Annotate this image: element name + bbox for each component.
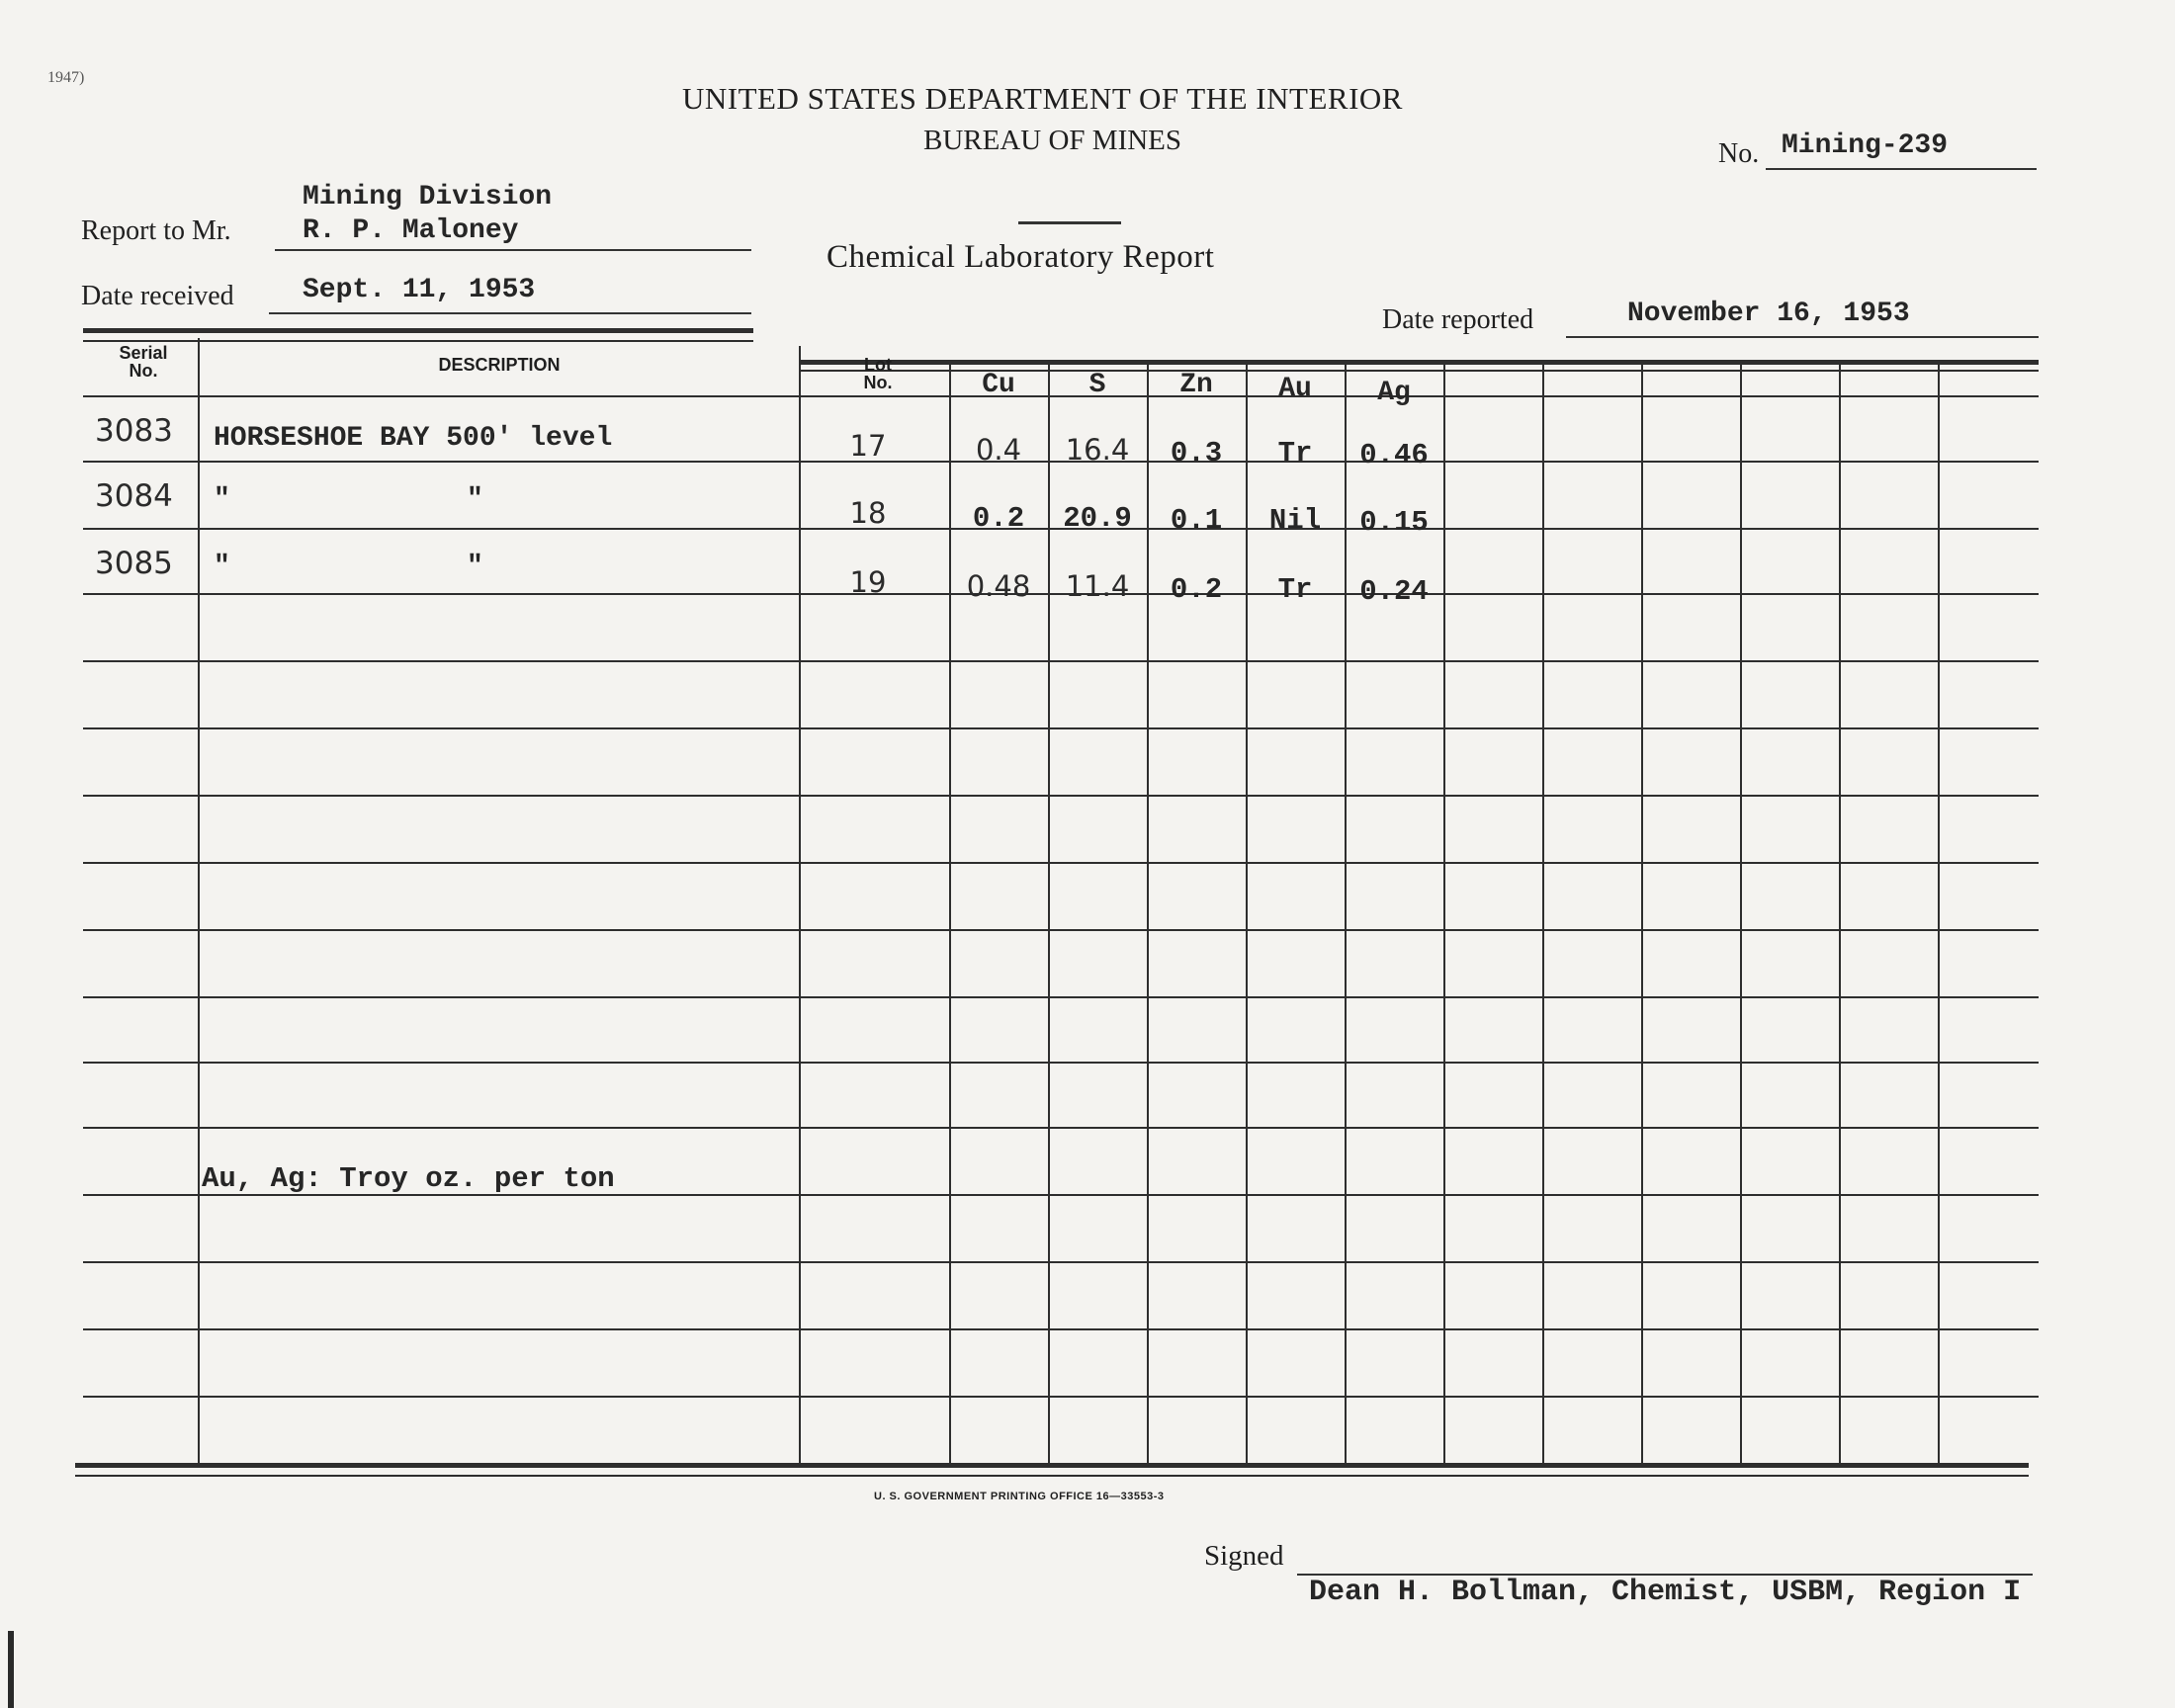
au-value: Tr (1277, 437, 1313, 470)
row-line (83, 660, 2039, 662)
report-title: Chemical Laboratory Report (826, 239, 1215, 275)
table-top-rule-left-inner (83, 340, 753, 342)
report-to-label: Report to Mr. (81, 215, 231, 246)
printing-office-imprint: U. S. GOVERNMENT PRINTING OFFICE 16—33553-3 (874, 1491, 1165, 1502)
serial-number: 3084 (95, 478, 173, 514)
serial-number: 3083 (95, 413, 173, 449)
s-value: 11.4 (1065, 569, 1130, 603)
zn-value: 0.1 (1170, 504, 1223, 537)
table-top-rule-right (801, 360, 2039, 365)
form-edition-note: 1947) (47, 69, 85, 86)
row-line (83, 727, 2039, 729)
page-edge-mark (8, 1631, 14, 1708)
row-line (83, 795, 2039, 797)
serial-header-line1: Serial (119, 343, 168, 363)
table-top-rule-left (83, 328, 753, 333)
ditto-mark: " (214, 484, 230, 515)
row-line (83, 1127, 2039, 1129)
row-line (83, 996, 2039, 998)
report-to-value: R. P. Maloney (303, 215, 519, 246)
ag-value: 0.15 (1359, 506, 1429, 539)
column-divider (1938, 360, 1940, 1465)
lot-header-line1: Lot (864, 355, 892, 375)
row-line (83, 1062, 2039, 1064)
au-header: Au (1278, 374, 1312, 404)
row-line (83, 1396, 2039, 1398)
signer-name: Dean H. Bollman, Chemist, USBM, Region I (1309, 1576, 2022, 1609)
lot-header-line2: No. (863, 373, 893, 392)
table-bottom-rule-inner (75, 1475, 2029, 1477)
s-header: S (1088, 370, 1106, 400)
au-value: Tr (1277, 573, 1313, 606)
zn-value: 0.3 (1170, 437, 1223, 470)
lot-number: 18 (849, 496, 887, 530)
report-number-label: No. (1718, 138, 1760, 169)
column-divider (198, 338, 200, 1465)
column-divider (1740, 360, 1742, 1465)
title-rule (1018, 221, 1121, 224)
report-number-value: Mining-239 (1782, 130, 1949, 161)
lot-number: 17 (849, 429, 887, 463)
column-divider (799, 346, 801, 1465)
serial-header (99, 344, 188, 380)
date-received-underline (269, 312, 751, 314)
units-footnote: Au, Ag: Troy oz. per ton (202, 1162, 615, 1195)
column-divider (1443, 360, 1445, 1465)
zn-header: Zn (1179, 370, 1213, 400)
cu-value: 0.4 (975, 433, 1022, 467)
ag-header: Ag (1377, 378, 1411, 408)
lot-number: 19 (849, 565, 887, 599)
ditto-mark: " (467, 484, 483, 515)
sample-description: HORSESHOE BAY 500' level (214, 423, 613, 454)
cu-header: Cu (982, 370, 1015, 400)
ag-value: 0.46 (1359, 439, 1429, 471)
row-line (83, 1261, 2039, 1263)
au-value: Nil (1268, 504, 1322, 537)
date-reported-label: Date reported (1382, 304, 1534, 335)
report-number-underline (1766, 168, 2037, 170)
department-heading: UNITED STATES DEPARTMENT OF THE INTERIOR (682, 81, 1403, 116)
description-header: DESCRIPTION (438, 355, 561, 375)
date-received-label: Date received (81, 281, 234, 311)
s-value: 16.4 (1065, 433, 1130, 467)
cu-value: 0.2 (972, 502, 1025, 535)
row-line (83, 929, 2039, 931)
ag-value: 0.24 (1359, 575, 1429, 608)
table-bottom-rule (75, 1463, 2029, 1468)
date-reported-value: November 16, 1953 (1627, 299, 1910, 329)
s-value: 20.9 (1063, 502, 1132, 535)
date-received-value: Sept. 11, 1953 (303, 275, 536, 305)
zn-value: 0.2 (1170, 573, 1223, 606)
date-reported-underline (1566, 336, 2039, 338)
division-value: Mining Division (303, 182, 553, 213)
column-divider (1641, 360, 1643, 1465)
column-divider (1839, 360, 1841, 1465)
ditto-mark: " (214, 552, 230, 582)
column-divider (1542, 360, 1544, 1465)
signed-label: Signed (1204, 1540, 1284, 1572)
row-line (83, 1328, 2039, 1330)
report-to-underline (275, 249, 751, 251)
serial-number: 3085 (95, 546, 173, 581)
ditto-mark: " (467, 552, 483, 582)
lot-header (809, 356, 947, 391)
bureau-heading: BUREAU OF MINES (923, 125, 1182, 156)
row-line (83, 862, 2039, 864)
cu-value: 0.48 (966, 569, 1031, 603)
serial-header-line2: No. (129, 361, 158, 381)
